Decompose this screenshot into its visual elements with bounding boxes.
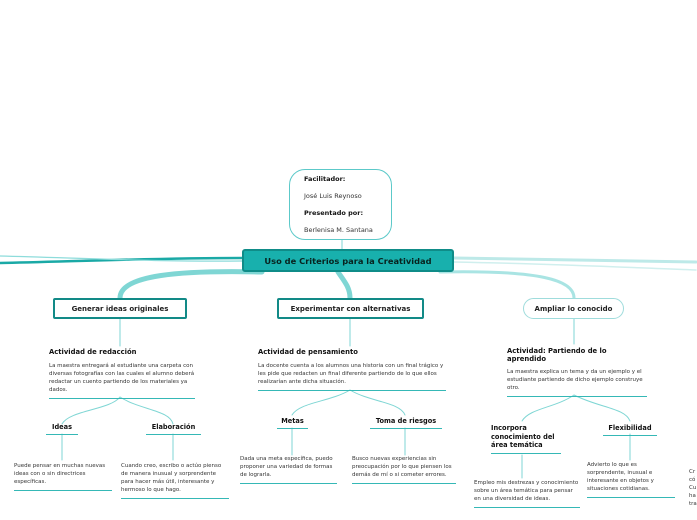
- presenter-name: Berlenisa M. Santana: [304, 226, 373, 234]
- activity-text: La maestra explica un tema y da un ejemplo y el estudiante partiendo de dicho ejemplo construye otro.: [507, 369, 647, 397]
- facilitator-name: José Luis Reynoso: [304, 192, 362, 200]
- edge-fragment: Cr có Cu ha tra: [689, 469, 697, 507]
- info-box[interactable]: [289, 169, 392, 240]
- sub-flexibilidad-text[interactable]: Advierto lo que es sorprendente, inusual e interesante en objetos y situaciones cotidianas.: [587, 462, 675, 498]
- sub-metas-text[interactable]: Dada una meta específica, puedo proponer una variedad de formas de lograrla.: [240, 456, 337, 484]
- sub-ideas-text[interactable]: Puede pensar en muchas nuevas ideas con o sin directrices específicas.: [14, 463, 112, 491]
- activity-text: La docente cuenta a los alumnos una historia con un final trágico y les pide que redacten un final diferente partiendo de lo que ellos realizarían ante dicha situación.: [258, 363, 446, 391]
- activity-title: Actividad de pensamiento: [258, 348, 358, 356]
- sub-incorpora-text[interactable]: Empleo mis destrezas y conocimiento sobre un área temática para pensar en una diversidad de ideas.: [474, 480, 580, 508]
- activity-partiendo[interactable]: [507, 347, 647, 397]
- activity-redaccion[interactable]: [49, 348, 195, 399]
- branch-ampliar[interactable]: Ampliar lo conocido: [523, 298, 624, 319]
- branch-generar-ideas[interactable]: Generar ideas originales: [53, 298, 187, 319]
- sub-flexibilidad[interactable]: Flexibilidad: [603, 424, 657, 436]
- sub-metas[interactable]: Metas: [277, 417, 308, 429]
- sub-toma-riesgos[interactable]: Toma de riesgos: [370, 417, 442, 429]
- activity-pensamiento[interactable]: [258, 348, 446, 391]
- sub-incorpora[interactable]: Incorpora conocimiento del área temática: [491, 424, 561, 454]
- sub-ideas[interactable]: Ideas: [46, 423, 78, 435]
- branch-experimentar[interactable]: Experimentar con alternativas: [277, 298, 424, 319]
- activity-title: Actividad de redacción: [49, 348, 137, 356]
- root-topic[interactable]: Uso de Criterios para la Creatividad: [242, 249, 454, 272]
- activity-title: Actividad: Partiendo de lo aprendido: [507, 347, 607, 364]
- facilitator-label: Facilitador:: [304, 175, 346, 183]
- activity-text: La maestra entregará al estudiante una carpeta con diversas fotografías con las cuales el alumno deberá redactar un cuento partiendo de los materiales ya dados.: [49, 363, 195, 399]
- presenter-label: Presentado por:: [304, 209, 364, 217]
- sub-toma-riesgos-text[interactable]: Busco nuevas experiencias sin preocupación por lo que piensen los demás de mí o si cometer errores.: [352, 456, 456, 484]
- sub-elaboracion[interactable]: Elaboración: [146, 423, 201, 435]
- sub-elaboracion-text[interactable]: Cuando creo, escribo o actúo pienso de manera inusual y sorprendente para hacer más útil, interesante y hermoso lo que hago.: [121, 463, 229, 499]
